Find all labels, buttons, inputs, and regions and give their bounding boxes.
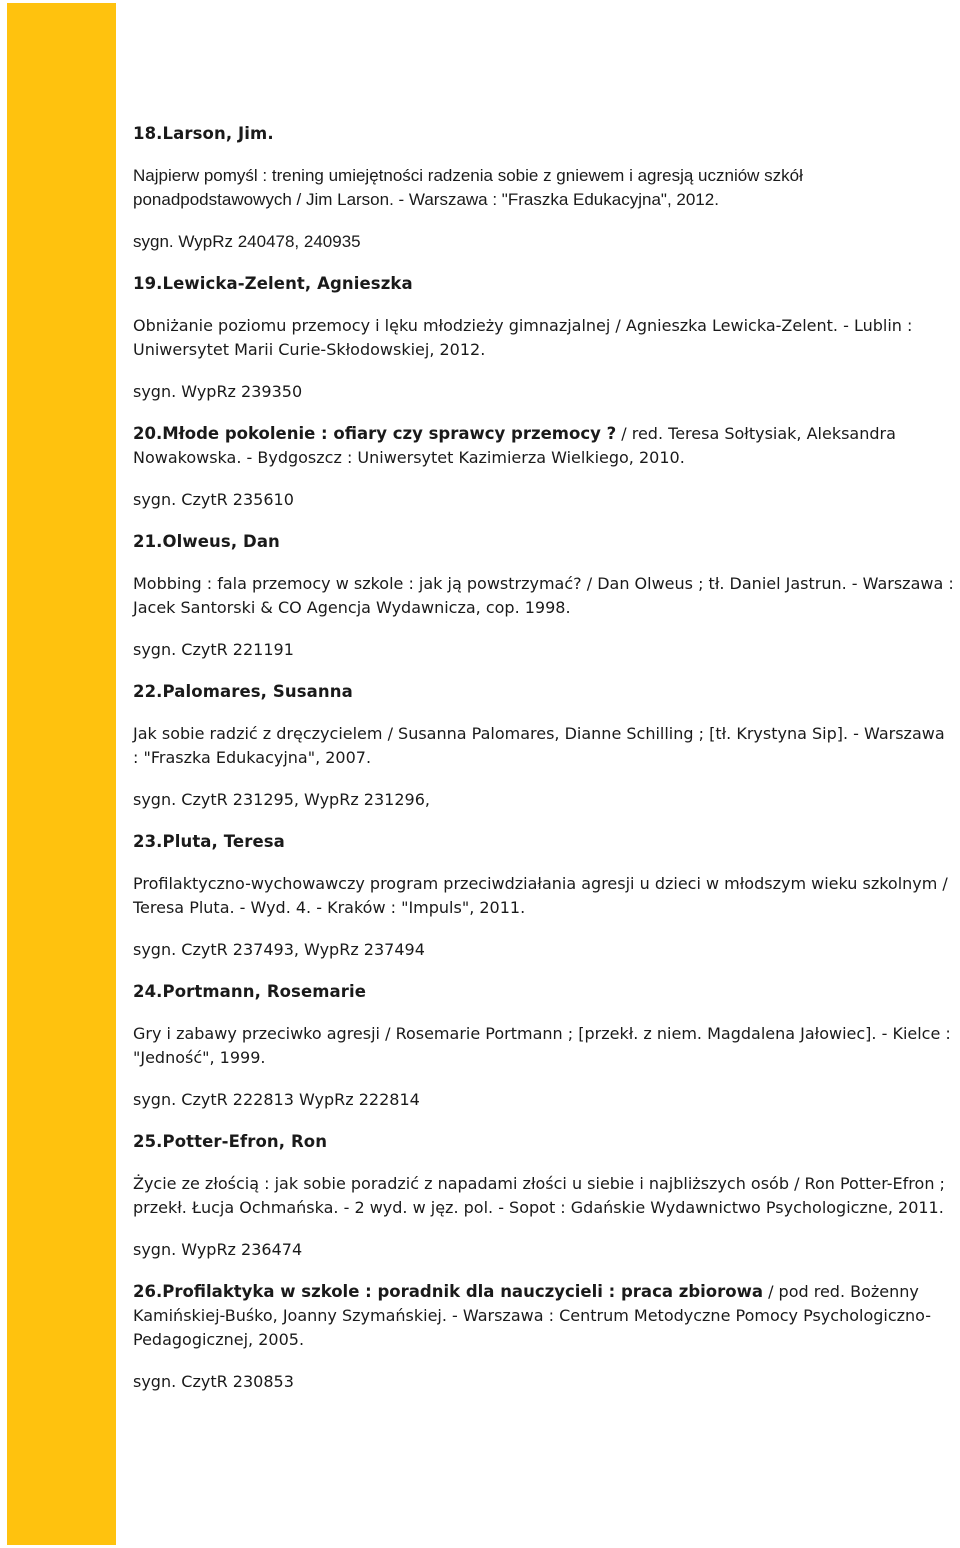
entry-description: / pod red. Bożenny Kamińskiej-Buśko, Joanny Szymańskiej. - Warszawa : Centrum Metodyczne Pomocy Psychologiczno-Pedagogicznej, 2005. [133, 1282, 932, 1349]
entry-heading: 23.Pluta, Teresa [133, 832, 285, 851]
entry-description-block [133, 1280, 955, 1352]
entry-description: Mobbing : fala przemocy w szkole : jak ją powstrzymać? / Dan Olweus ; tł. Daniel Jastrun. - Warszawa : Jacek Santorski & CO Agencja Wydawnicza, cop. 1998. [133, 574, 954, 617]
entry-call-number: sygn. CzytR 222813 WypRz 222814 [133, 1090, 420, 1109]
entry-22 [133, 680, 955, 812]
entry-call-number: sygn. CzytR 235610 [133, 490, 294, 509]
entry-call-number: sygn. WypRz 236474 [133, 1240, 303, 1259]
entry-18 [133, 122, 955, 254]
entry-call-number: sygn. CzytR 221191 [133, 640, 294, 659]
entry-26 [133, 1280, 955, 1394]
entry-heading: 21.Olweus, Dan [133, 532, 280, 551]
entry-21 [133, 530, 955, 662]
entry-heading: 24.Portmann, Rosemarie [133, 982, 367, 1001]
entry-heading: 26.Profilaktyka w szkole : poradnik dla nauczycieli : praca zbiorowa [133, 1282, 763, 1301]
entry-call-number: sygn. CzytR 237493, WypRz 237494 [133, 940, 425, 959]
entry-call-number: sygn. CzytR 230853 [133, 1372, 294, 1391]
entry-call-number: sygn. WypRz 240478, 240935 [133, 232, 361, 251]
entry-19 [133, 272, 955, 404]
entry-heading: 18.Larson, Jim. [133, 124, 274, 143]
yellow-side-bar [7, 3, 116, 1545]
entry-24 [133, 980, 955, 1112]
entry-20 [133, 422, 955, 512]
entry-call-number: sygn. WypRz 239350 [133, 382, 303, 401]
entry-description: Jak sobie radzić z dręczycielem / Susanna Palomares, Dianne Schilling ; [tł. Krystyna Sip]. - Warszawa : "Fraszka Edukacyjna", 2007. [133, 724, 945, 767]
entry-description-block [133, 422, 955, 470]
entry-description: Obniżanie poziomu przemocy i lęku młodzieży gimnazjalnej / Agnieszka Lewicka-Zelent. - Lublin : Uniwersytet Marii Curie-Skłodowskiej, 2012. [133, 316, 913, 359]
entry-description: Życie ze złością : jak sobie poradzić z napadami złości u siebie i najbliższych osób / Ron Potter-Efron ; przekł. Łucja Ochmańska. - 2 wyd. w jęz. pol. - Sopot : Gdańskie Wydawnictwo Psychologiczne, 2011. [133, 1174, 945, 1217]
entry-heading: 20.Młode pokolenie : ofiary czy sprawcy przemocy ? [133, 424, 617, 443]
entry-23 [133, 830, 955, 962]
entry-call-number: sygn. CzytR 231295, WypRz 231296, [133, 790, 430, 809]
entry-description: / red. Teresa Sołtysiak, Aleksandra Nowakowska. - Bydgoszcz : Uniwersytet Kazimierza Wielkiego, 2010. [133, 424, 896, 467]
bibliography-list [133, 122, 955, 1412]
entry-25 [133, 1130, 955, 1262]
entry-description: Gry i zabawy przeciwko agresji / Rosemarie Portmann ; [przekł. z niem. Magdalena Jałowiec]. - Kielce : "Jedność", 1999. [133, 1024, 951, 1067]
entry-heading: 19.Lewicka-Zelent, Agnieszka [133, 274, 413, 293]
entry-description: Najpierw pomyśl : trening umiejętności radzenia sobie z gniewem i agresją uczniów szkół ponadpodstawowych / Jim Larson. - Warszawa : "Fraszka Edukacyjna", 2012. [133, 166, 803, 209]
entry-description: Profilaktyczno-wychowawczy program przeciwdziałania agresji u dzieci w młodszym wieku szkolnym / Teresa Pluta. - Wyd. 4. - Kraków : "Impuls", 2011. [133, 874, 948, 917]
entry-heading: 22.Palomares, Susanna [133, 682, 353, 701]
entry-heading: 25.Potter-Efron, Ron [133, 1132, 328, 1151]
